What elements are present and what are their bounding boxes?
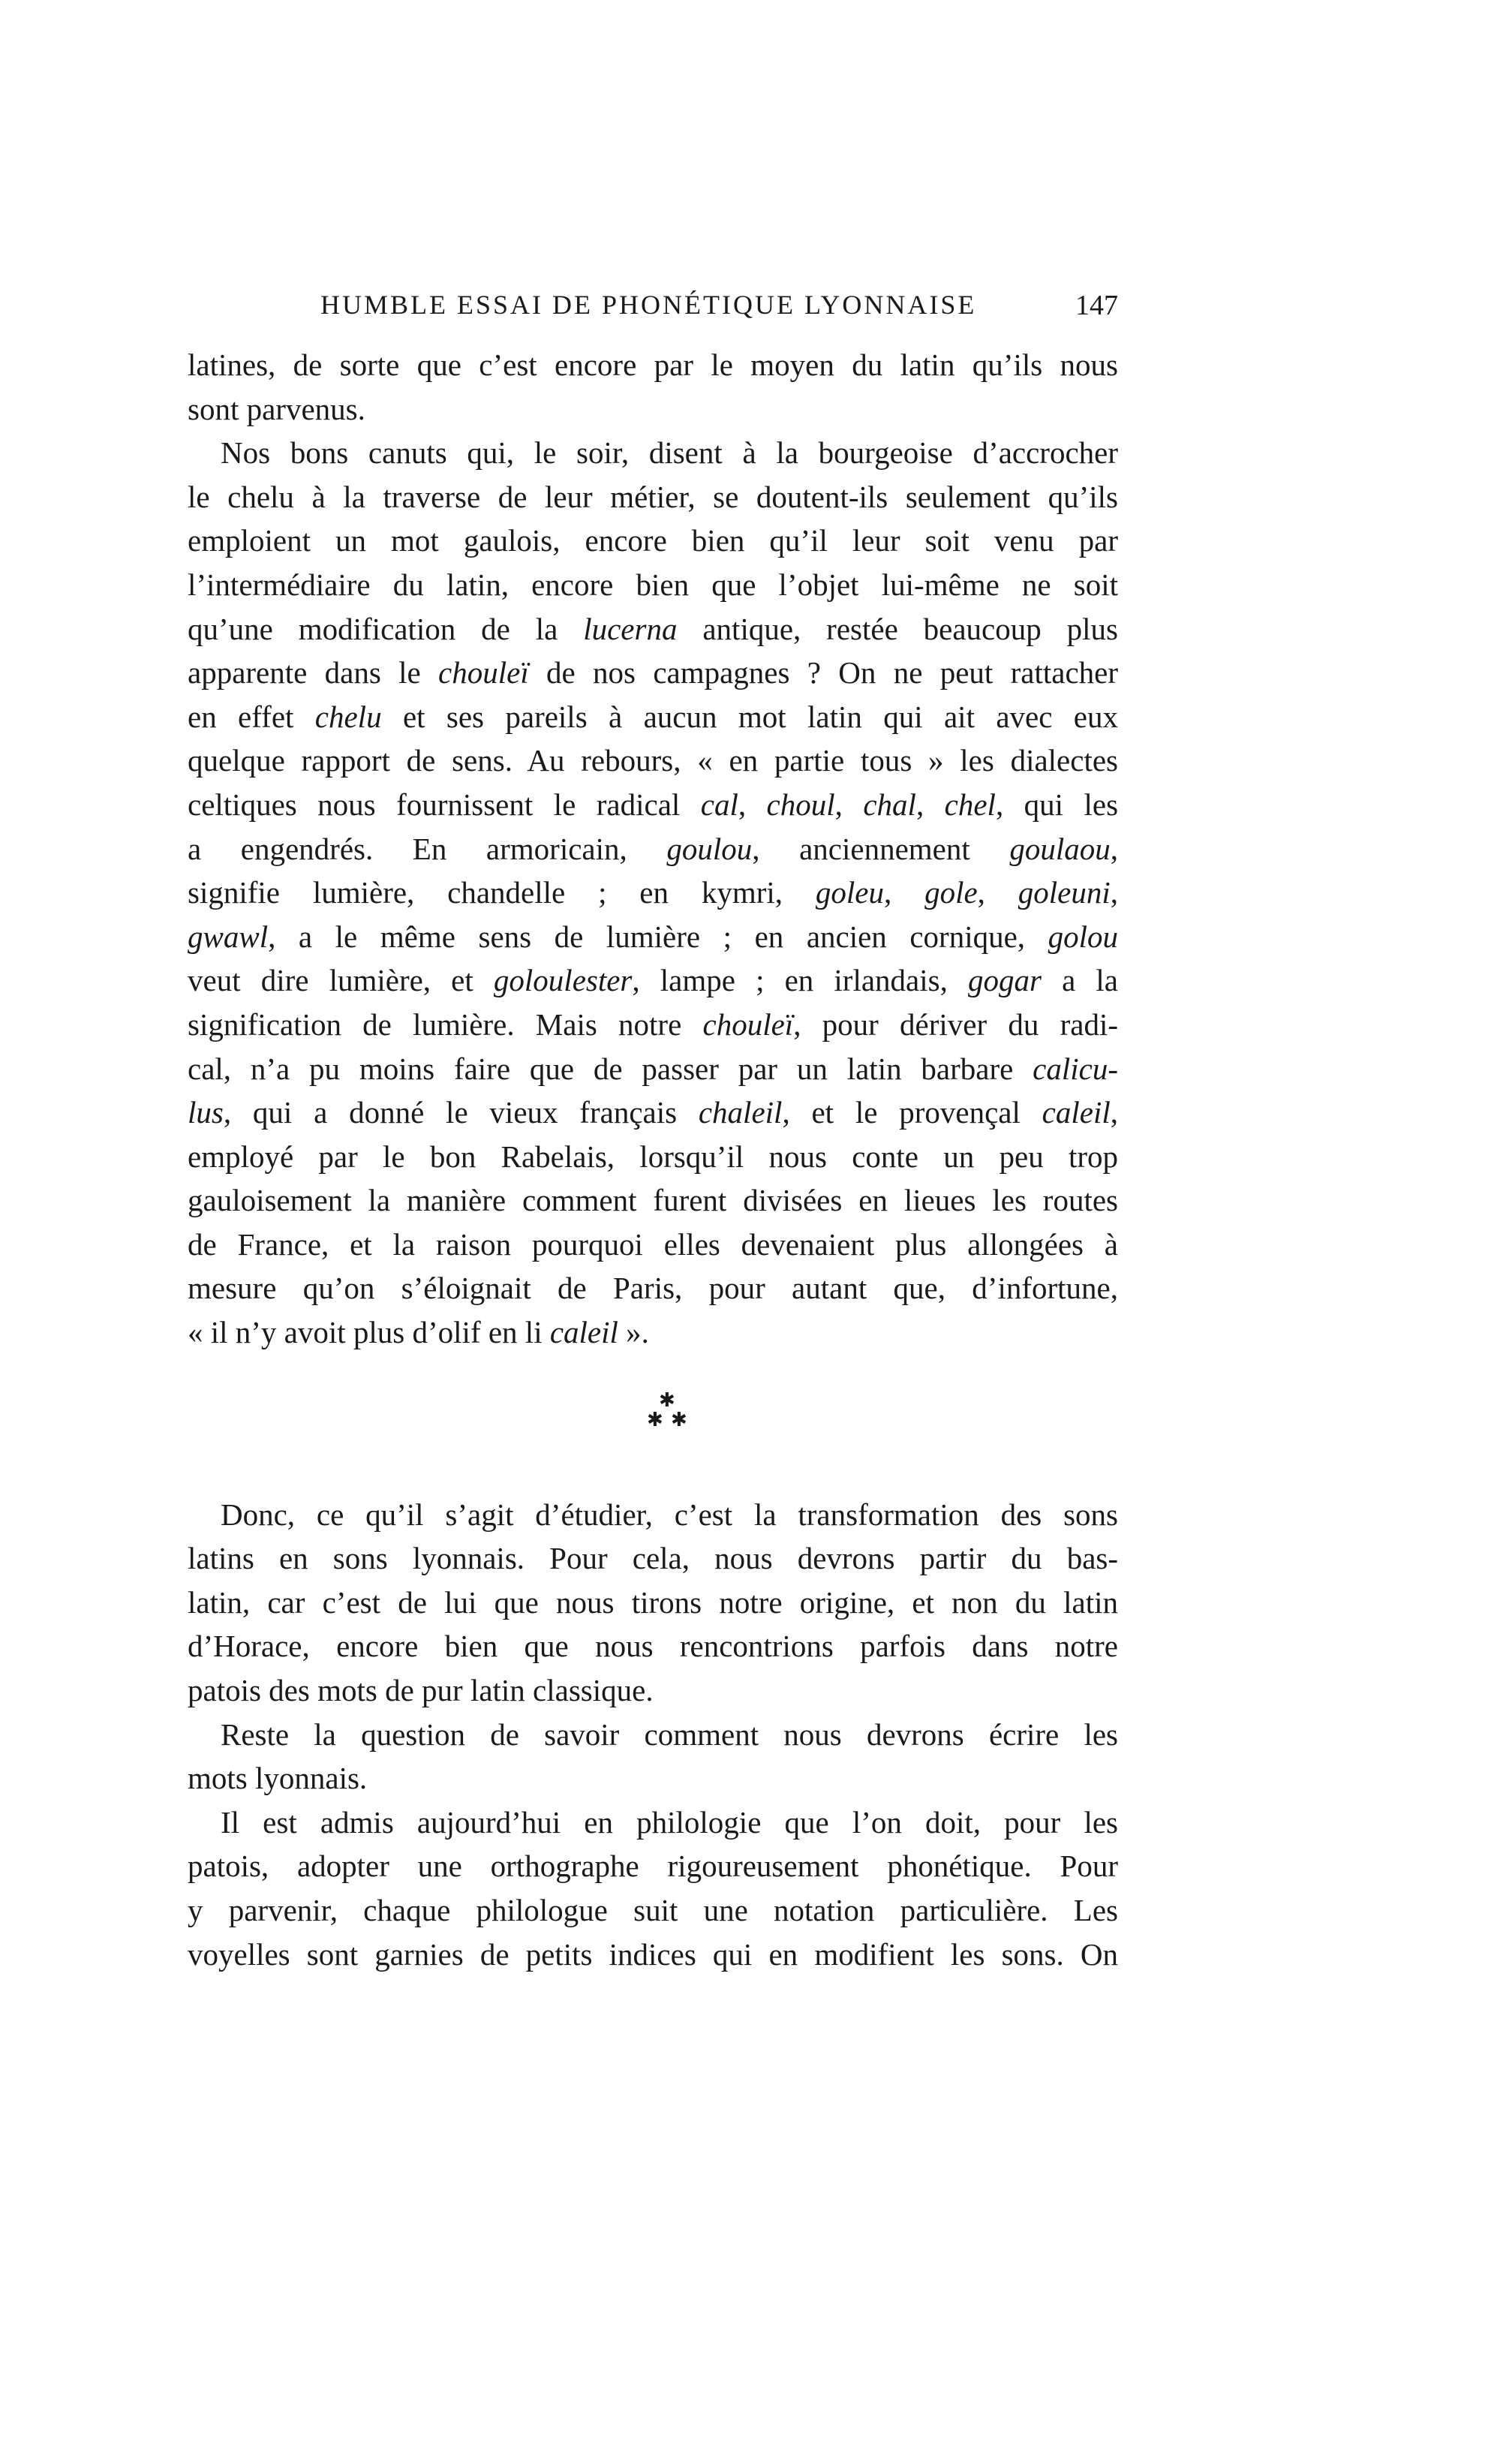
text-run: « il n’y avoit plus d’olif en li [188,1315,550,1350]
text-line [188,1756,1118,1801]
body-text [188,343,1118,1976]
text-run: , [1110,875,1119,910]
text-run: , qui a donné le vieux français [223,1095,699,1130]
text-run: celtiques nous fournissent le radical [188,787,701,822]
asterisk-icon: ✱ [671,1408,687,1431]
text-run: , [738,787,767,822]
text-run: , et le provençal [782,1095,1042,1130]
text-line [188,1047,1118,1091]
text-run: signifie lumière, chandelle ; en kymri, [188,875,816,910]
text-run: patois des mots de pur latin classique. [188,1673,654,1708]
page-number: 147 [1075,290,1118,321]
text-line [188,871,1118,915]
text-run: gauloisement la manière comment furent divisées en lieues les routes [188,1183,1118,1218]
italic-term: cal [700,787,738,822]
text-line [188,431,1118,475]
text-run: , anciennement [752,831,1010,866]
text-line [188,1135,1118,1179]
text-run: mots lyonnais. [188,1761,368,1796]
text-line [188,1266,1118,1310]
text-run: , [1110,1095,1118,1130]
text-line [188,915,1118,959]
text-run: voyelles sont garnies de petits indices qui en modifient les sons. On [188,1936,1118,1972]
text-run: latin, car c’est de lui que nous tirons notre origine, et non du latin [188,1584,1118,1620]
text-run: , [977,875,1018,910]
text-run: Donc, ce qu’il s’agit d’étudier, c’est la transformation des sons [221,1497,1118,1532]
italic-term: chouleï [702,1006,794,1042]
italic-term: lus [188,1095,224,1130]
text-run: patois, adopter une orthographe rigoureusement phonétique. Pour [188,1849,1118,1884]
text-line [188,958,1118,1003]
italic-term: gogar [967,963,1042,998]
text-line [188,1713,1118,1757]
text-run: , [915,787,945,822]
text-line [188,1493,1118,1537]
text-run: cal, n’a pu moins faire que de passer par un latin barbare [188,1051,1033,1086]
italic-term: golou [1048,919,1118,954]
running-title: HUMBLE ESSAI DE PHONÉTIQUE LYONNAISE [320,290,977,320]
text-line [188,1091,1118,1135]
text-run: apparente dans le [188,655,439,690]
text-run: , [834,787,864,822]
text-line [188,343,1118,387]
text-run: , a le même sens de lumière ; en ancien cornique, [268,919,1048,954]
text-line [188,1888,1118,1933]
italic-term: goleu [815,875,884,910]
text-line [188,607,1118,651]
text-run: l’intermédiaire du latin, encore bien que l’objet lui-même ne soit [188,567,1118,602]
italic-term: goulaou [1009,831,1111,866]
text-run: antique, restée beaucoup plus [677,611,1118,646]
italic-term: choul [766,787,835,822]
text-line [188,1933,1118,1977]
text-run: latines, de sorte que c’est encore par le moyen du latin qu’ils nous [188,347,1118,382]
italic-term: gwawl [188,919,269,954]
italic-term: chouleï [438,655,529,690]
text-run: emploient un mot gaulois, encore bien qu’il leur soit venu par [188,523,1118,558]
italic-term: chal [863,787,916,822]
text-run: mesure qu’on s’éloignait de Paris, pour autant que, d’infortune, [188,1271,1118,1306]
italic-term: goleuni [1018,875,1111,910]
text-line [188,695,1118,739]
text-run: quelque rapport de sens. Au rebours, « en partie tous » les dialectes [188,743,1118,778]
text-line [188,827,1118,871]
text-run: qu’une modification de la [188,611,584,646]
running-header [188,289,1118,326]
italic-term: goloulester [493,963,633,998]
text-line [188,519,1118,563]
text-run: d’Horace, encore bien que nous rencontrions parfois dans notre [188,1629,1118,1664]
text-run: , lampe ; en irlandais, [632,963,968,998]
paragraphs-before-break [188,343,1118,1355]
text-line [188,475,1118,519]
italic-term: lucerna [583,611,678,646]
text-run: y parvenir, chaque philologue suit une notation particulière. Les [188,1893,1118,1927]
text-run: , qui les [995,787,1119,822]
text-line [188,1801,1118,1845]
text-run: employé par le bon Rabelais, lorsqu’il nous conte un peu trop [188,1139,1118,1174]
italic-term: calicu- [1033,1051,1118,1086]
paragraphs-after-break [188,1493,1118,1977]
text-run: , pour dériver du radi- [793,1006,1118,1042]
italic-term: caleil [1042,1095,1111,1130]
text-run: latins en sons lyonnais. Pour cela, nous devrons partir du bas- [188,1541,1118,1576]
text-run: a engendrés. En armoricain, [188,831,667,866]
asterisk-icon: ✱ [659,1388,675,1411]
text-run: en effet [188,699,315,734]
text-line [188,1624,1118,1668]
text-run: ». [618,1315,649,1350]
text-line [188,1003,1118,1047]
text-run: veut dire lumière, et [188,963,494,998]
italic-term: caleil [549,1315,618,1350]
text-line [188,387,1118,432]
italic-term: goulou [666,831,753,866]
text-run: a la [1041,963,1118,998]
text-line [188,1581,1118,1625]
text-run: sont parvenus. [188,391,365,426]
text-run: Reste la question de savoir comment nous devrons écrire les [221,1716,1118,1752]
text-run: de nos campagnes ? On ne peut rattacher [528,655,1119,690]
text-line [188,1668,1118,1713]
text-line [188,651,1118,695]
text-run: signification de lumière. Mais notre [188,1006,703,1042]
italic-term: chel [944,787,996,822]
text-line [188,1310,1118,1355]
asterisk-icon: ✱ [647,1408,663,1431]
italic-term: gole [924,875,978,910]
text-run: Nos bons canuts qui, le soir, disent à la bourgeoise d’accrocher [221,435,1118,471]
text-line [188,739,1118,783]
text-run: Il est admis aujourd’hui en philologie que l’on doit, pour les [221,1804,1118,1840]
text-run: et ses pareils à aucun mot latin qui ait avec eux [381,699,1118,734]
text-line [188,1844,1118,1888]
italic-term: chaleil [698,1095,783,1130]
text-line [188,1536,1118,1581]
text-run: le chelu à la traverse de leur métier, se doutent-ils seulement qu’ils [188,479,1118,514]
section-break-asterism [188,1355,1118,1493]
text-run: , [883,875,925,910]
text-run: , [1110,831,1118,866]
text-line [188,1223,1118,1267]
text-line [188,783,1118,827]
text-run: de France, et la raison pourquoi elles devenaient plus allongées à [188,1226,1118,1262]
text-line [188,1178,1118,1223]
text-line [188,563,1118,607]
italic-term: chelu [314,699,382,734]
